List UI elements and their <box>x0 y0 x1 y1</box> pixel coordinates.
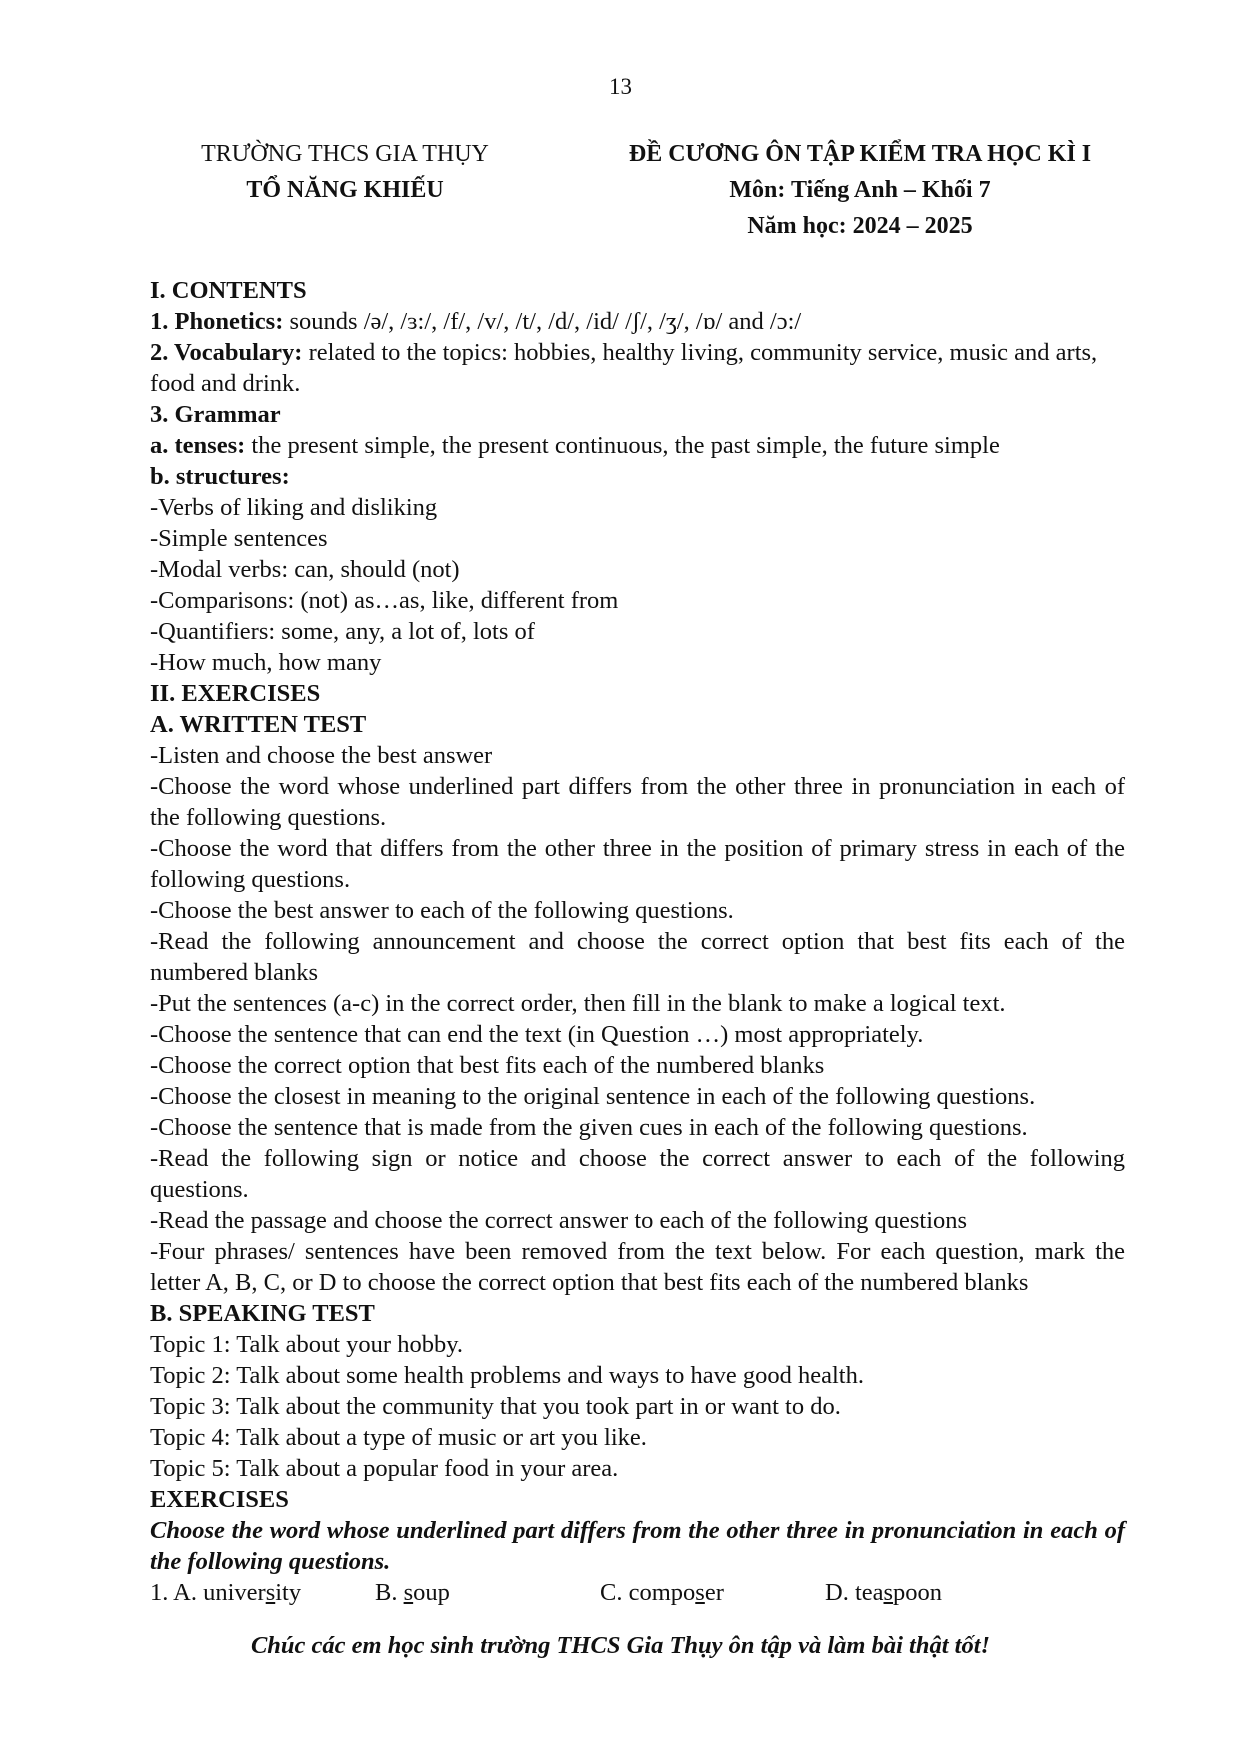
tenses-line <box>150 430 1125 461</box>
option-d-rest: poon <box>893 1579 943 1606</box>
exercises-heading: II. EXERCISES <box>150 680 321 707</box>
written-item: -Read the passage and choose the correct answer to each of the following questions <box>150 1207 968 1234</box>
structures-label: b. structures: <box>150 463 290 490</box>
document-body <box>150 275 1125 1608</box>
speaking-topic: Topic 2: Talk about some health problems and ways to have good health. <box>150 1362 864 1389</box>
structure-item: -Modal verbs: can, should (not) <box>150 556 460 583</box>
written-item: -Read the following sign or notice and choose the correct answer to each of the following questions. <box>150 1145 1125 1203</box>
option-a-underlined: s <box>265 1579 276 1606</box>
contents-heading: I. CONTENTS <box>150 277 307 304</box>
structure-item: -Comparisons: (not) as…as, like, different from <box>150 587 619 614</box>
page-number: 13 <box>609 74 632 99</box>
phonetics-label: 1. Phonetics: <box>150 308 284 335</box>
written-item: -Choose the word whose underlined part differs from the other three in pronunciation in each of the following questions. <box>150 773 1125 831</box>
vocabulary-text: related to the topics: hobbies, healthy living, community service, music and arts, food and drink. <box>150 339 1098 397</box>
speaking-topic: Topic 1: Talk about your hobby. <box>150 1331 463 1358</box>
written-item: -Choose the sentence that can end the text (in Question …) most appropriately. <box>150 1021 924 1048</box>
exercises-subheading: EXERCISES <box>150 1486 289 1513</box>
grammar-heading: 3. Grammar <box>150 401 281 428</box>
exercise-instruction: Choose the word whose underlined part differs from the other three in pronunciation in each of the following questions. <box>150 1517 1125 1575</box>
structure-item: -Quantifiers: some, any, a lot of, lots of <box>150 618 535 645</box>
written-item: -Listen and choose the best answer <box>150 742 493 769</box>
speaking-topic: Topic 3: Talk about the community that you took part in or want to do. <box>150 1393 841 1420</box>
question-1 <box>150 1577 1125 1608</box>
option-c-underlined: s <box>695 1579 705 1606</box>
school-header <box>165 136 525 208</box>
written-item: -Choose the correct option that best fits each of the numbered blanks <box>150 1052 825 1079</box>
option-a-text: 1. A. univer <box>150 1579 266 1606</box>
written-item: -Four phrases/ sentences have been removed from the text below. For each question, mark the letter A, B, C, or D to choose the correct option that best fits each of the numbered blanks <box>150 1238 1125 1296</box>
structure-item: -Simple sentences <box>150 525 328 552</box>
written-test-heading: A. WRITTEN TEST <box>150 711 367 738</box>
document-title: ĐỀ CƯƠNG ÔN TẬP KIỂM TRA HỌC KÌ I <box>628 141 1092 167</box>
structure-item: -How much, how many <box>150 649 382 676</box>
option-a <box>150 1577 375 1608</box>
option-d <box>825 1577 942 1608</box>
option-b <box>375 1577 600 1608</box>
speaking-test-heading: B. SPEAKING TEST <box>150 1300 375 1327</box>
option-b-text: B. <box>375 1579 404 1606</box>
option-b-underlined: s <box>403 1579 414 1606</box>
phonetics-text: sounds /ə/, /ɜ:/, /f/, /v/, /t/, /d/, /id/ /ʃ/, /ʒ/, /ɒ/ and /ɔ:/ <box>283 308 802 335</box>
written-item: -Choose the word that differs from the other three in the position of primary stress in each of the following questions. <box>150 835 1125 893</box>
written-item: -Choose the closest in meaning to the original sentence in each of the following questions. <box>150 1083 1036 1110</box>
tenses-label: a. tenses: <box>150 432 246 459</box>
document-header <box>595 136 1125 244</box>
vocabulary-label: 2. Vocabulary: <box>150 339 303 366</box>
written-item: -Choose the best answer to each of the following questions. <box>150 897 734 924</box>
written-item: -Put the sentences (a-c) in the correct order, then fill in the blank to make a logical text. <box>150 990 1006 1017</box>
subject-line: Môn: Tiếng Anh – Khối 7 <box>729 177 991 203</box>
option-b-rest: oup <box>413 1579 450 1606</box>
speaking-topic: Topic 5: Talk about a popular food in your area. <box>150 1455 619 1482</box>
footer-message: Chúc các em học sinh trường THCS Gia Thụy ôn tập và làm bài thật tốt! <box>250 1632 991 1659</box>
speaking-topic: Topic 4: Talk about a type of music or art you like. <box>150 1424 647 1451</box>
written-item: -Read the following announcement and choose the correct option that best fits each of the numbered blanks <box>150 928 1125 986</box>
vocabulary-line <box>150 337 1125 399</box>
department-name: TỔ NĂNG KHIẾU <box>246 177 444 203</box>
phonetics-line <box>150 306 1125 337</box>
structure-item: -Verbs of liking and disliking <box>150 494 438 521</box>
school-year: Năm học: 2024 – 2025 <box>747 213 973 239</box>
option-c-rest: er <box>704 1579 724 1606</box>
option-d-text: D. tea <box>825 1579 884 1606</box>
tenses-text: the present simple, the present continuous, the past simple, the future simple <box>245 432 1000 459</box>
option-a-rest: ity <box>275 1579 302 1606</box>
option-d-underlined: s <box>883 1579 894 1606</box>
option-c-text: C. compo <box>600 1579 696 1606</box>
written-item: -Choose the sentence that is made from the given cues in each of the following questions. <box>150 1114 1028 1141</box>
school-name: TRƯỜNG THCS GIA THỤY <box>201 141 489 167</box>
option-c <box>600 1577 825 1608</box>
